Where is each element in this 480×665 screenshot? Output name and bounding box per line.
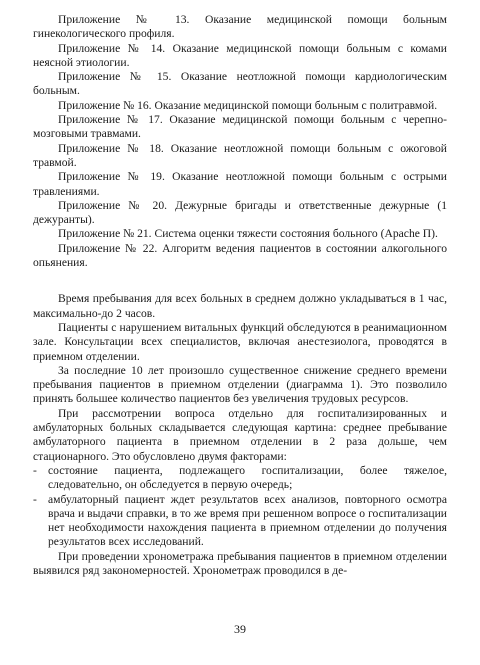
appendix-13: Приложение № 13. Оказание медицинской помощи больным гинекологического профиля. (33, 13, 447, 41)
bullet-item (33, 493, 447, 550)
appendix-20: Приложение № 20. Дежурные бригады и ответственные дежурные (1 дежуранты). (33, 198, 447, 227)
page-number: 39 (234, 622, 246, 636)
paragraph-ten-years: За последние 10 лет произошло существенное снижение среднего времени пребывания пациентов в приемном отделении (диаграмма 1). Это позволило принять большее количество пациентов без увеличения трудовых ресурсов. (33, 363, 447, 406)
section-spacer (33, 270, 447, 292)
appendix-17: Приложение № 17. Оказание медицинской помощи больным с черепно-мозговыми травмами. (33, 113, 447, 141)
appendix-19: Приложение № 19. Оказание неотложной помощи больным с острыми травлениями. (33, 170, 447, 198)
bullet-item (33, 464, 447, 493)
paragraph-vital-functions: Пациенты с нарушением витальных функций обследуются в реанимационном зале. Консультации всех специалистов, включая анестезиолога, проводятся в приемном отделении. (33, 320, 447, 363)
bullet-text: амбулаторный пациент ждет результатов всех анализов, повторного осмотра врача и выдачи справки, в то же время при решенном вопросе о госпитализации нет необходимости нахождения пациента в приемном отделении до получения результатов всех исследований. (48, 492, 447, 549)
paragraph-chronometry: При проведении хронометража пребывания пациентов в приемном отделении выявился ряд закономерностей. Хронометраж проводился в де- (33, 549, 447, 577)
appendix-14: Приложение № 14. Оказание медицинской помощи больным с комами неясной этиологии. (33, 41, 447, 69)
bullet-dash: - (33, 463, 37, 477)
bullet-dash: - (33, 492, 37, 506)
bullet-text: состояние пациента, подлежащего госпитализации, более тяжелое, следовательно, он обследуется в первую очередь; (48, 463, 447, 492)
page-content (33, 13, 447, 578)
appendix-15: Приложение № 15. Оказание неотложной помощи кардиологическим больным. (33, 70, 447, 98)
appendix-18: Приложение № 18. Оказание неотложной помощи больным с ожоговой травмой. (33, 141, 447, 169)
paragraph-stay-time: Время пребывания для всех больных в среднем должно укладываться в 1 час, максимально-до 2 часов. (33, 292, 447, 320)
appendix-21: Приложение № 21. Система оценки тяжести состояния больного (Apache П). (58, 227, 438, 241)
appendix-22: Приложение № 22. Алгоритм ведения пациентов в состоянии алкогольного опьянения. (33, 241, 447, 270)
appendix-16: Приложение № 16. Оказание медицинской помощи больным с политравмой. (58, 98, 438, 112)
paragraph-comparison: При рассмотрении вопроса отдельно для госпитализированных и амбулаторных больных складывается следующая картина: среднее пребывание амбулаторного пациента в приемном отделении в 2 раза дольше, чем стационарного. Это обусловлено двумя факторами: (33, 406, 447, 463)
